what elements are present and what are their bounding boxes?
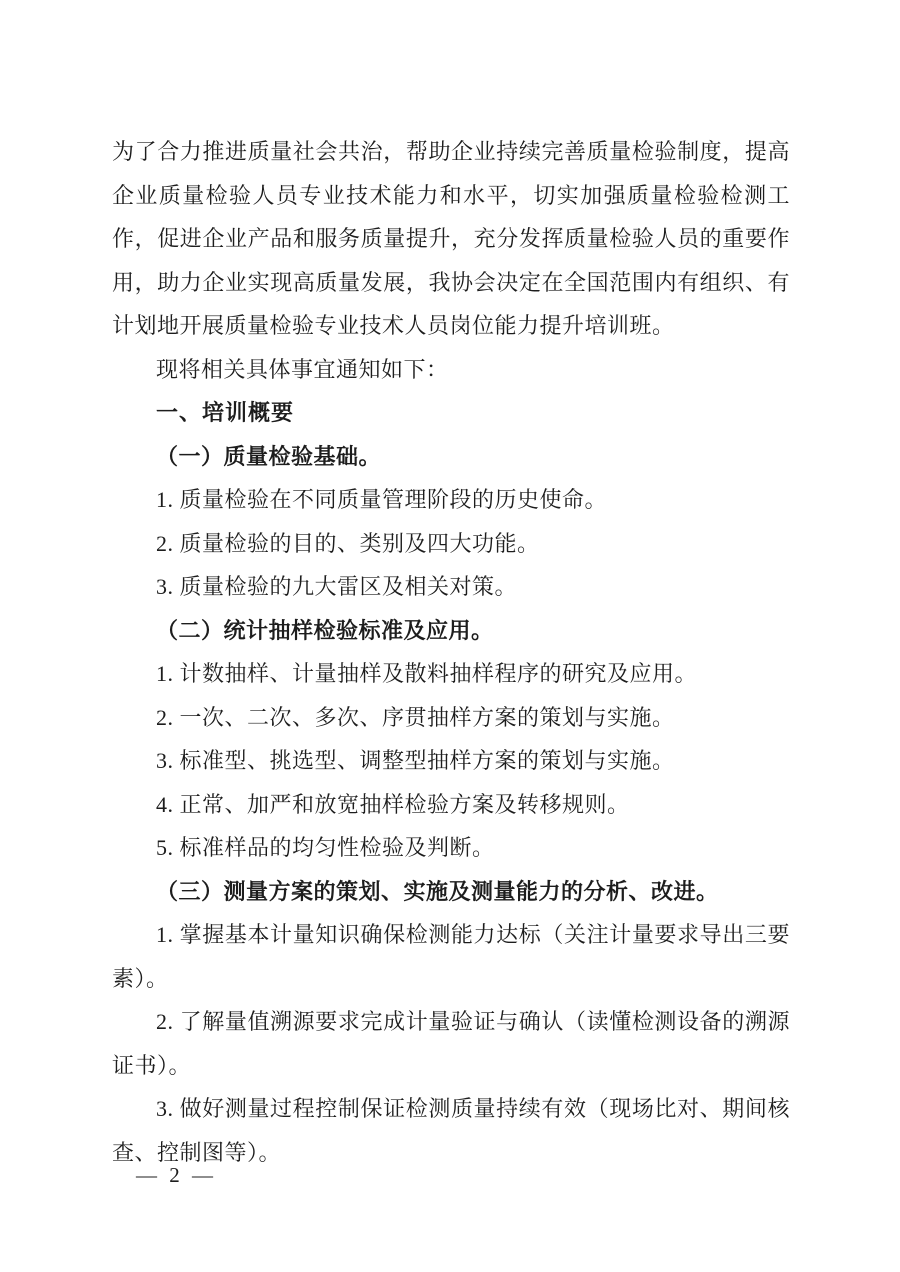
notice-line: 现将相关具体事宜通知如下： <box>156 356 449 382</box>
subsection-2-item: 4. 正常、加严和放宽抽样检验方案及转移规则。 <box>156 791 630 817</box>
subsection-1-title: （一）质量检验基础。 <box>156 443 382 469</box>
subsection-1-item: 1. 质量检验在不同质量管理阶段的历史使命。 <box>156 487 608 512</box>
subsection-2-title: （二）统计抽样检验标准及应用。 <box>156 617 494 643</box>
subsection-2-item: 2. 一次、二次、多次、序贯抽样方案的策划与实施。 <box>156 704 675 730</box>
opening-paragraph: 为了合力推进质量社会共治，帮助企业持续完善质量检验制度，提高企业质量检验人员专业技术能力和水平，切实加强质量检验检测工作，促进企业产品和服务质量提升，充分发挥质量检验人员的重要作用，助力企业实现高质量发展，我协会决定在全国范围内有组织、有计划地开展质量检验专业技术人员岗位能力提升培训班。 <box>112 139 790 338</box>
subsection-1-item: 2. 质量检验的目的、类别及四大功能。 <box>156 530 540 556</box>
subsection-2-item: 1. 计数抽样、计量抽样及散料抽样程序的研究及应用。 <box>156 661 698 686</box>
document-body <box>112 130 790 1174</box>
subsection-3-item: 1. 掌握基本计量知识确保检测能力达标（关注计量要求导出三要素）。 <box>112 922 790 991</box>
subsection-3-item: 2. 了解量值溯源要求完成计量验证与确认（读懂检测设备的溯源证书）。 <box>112 1009 790 1078</box>
subsection-3-title: （三）测量方案的策划、实施及测量能力的分析、改进。 <box>156 878 719 904</box>
page-number: — 2 — <box>136 1163 213 1187</box>
subsection-1-item: 3. 质量检验的九大雷区及相关对策。 <box>156 574 518 599</box>
subsection-2-item: 3. 标准型、挑选型、调整型抽样方案的策划与实施。 <box>156 748 675 773</box>
section-title: 一、培训概要 <box>156 400 295 425</box>
subsection-2-item: 5. 标准样品的均匀性检验及判断。 <box>156 835 495 860</box>
subsection-3-item: 3. 做好测量过程控制保证检测质量持续有效（现场比对、期间核查、控制图等）。 <box>112 1096 790 1165</box>
